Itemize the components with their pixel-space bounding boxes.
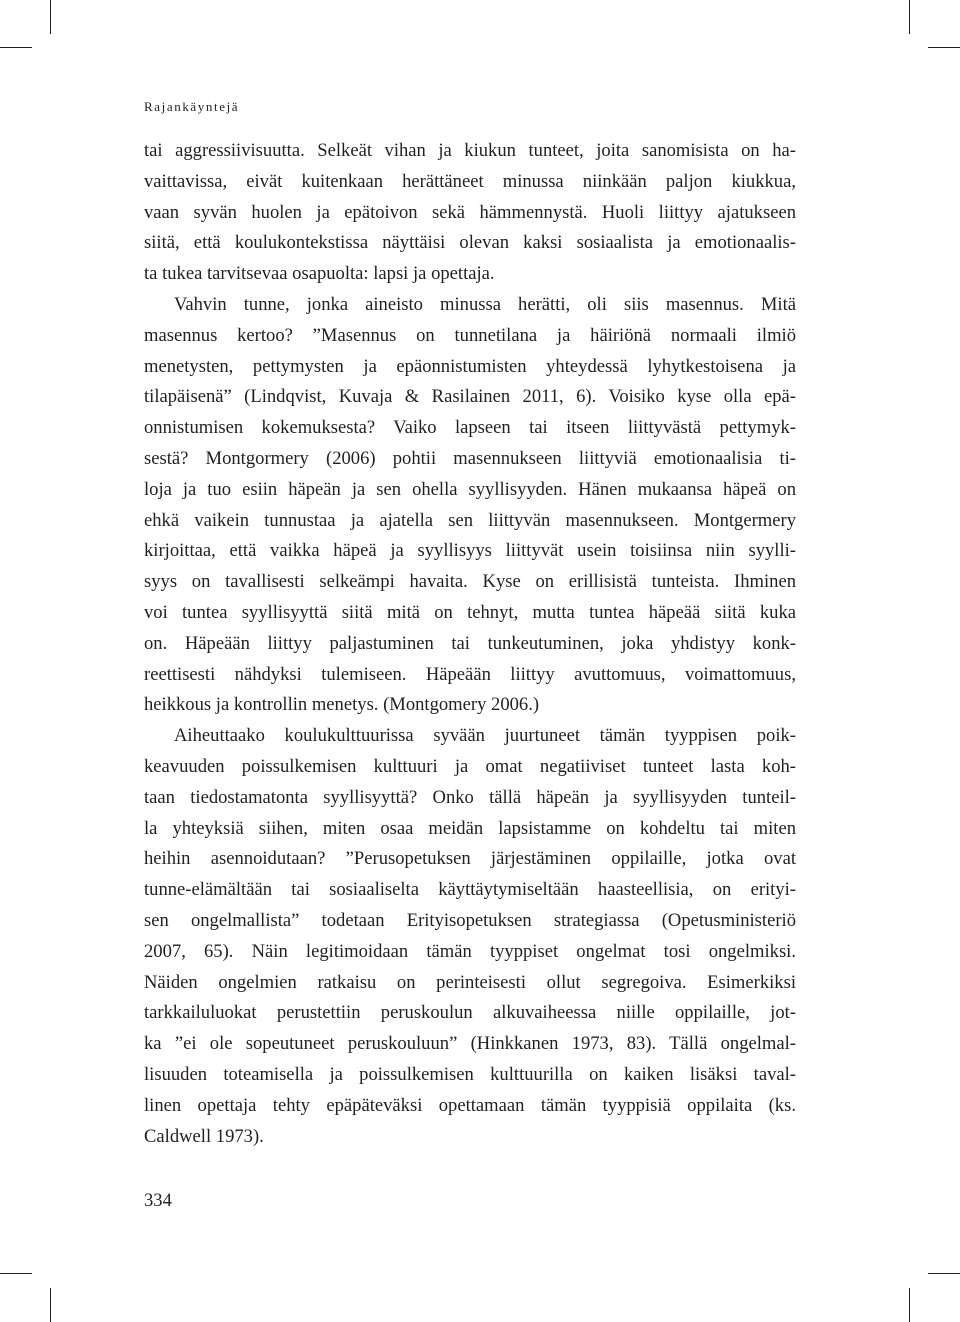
crop-mark-top-right-horizontal	[928, 47, 960, 48]
text-line: 2007, 65). Näin legitimoidaan tämän tyyppiset ongelmat tosi ongelmiksi.	[144, 940, 796, 962]
text-line: onnistumisen kokemuksesta? Vaiko lapseen tai itseen liittyvästä pettymyk-	[144, 417, 796, 439]
text-line: taan tiedostamatonta syyllisyyttä? Onko tällä häpeän ja syyllisyyden tunteil-	[144, 786, 796, 808]
text-line: keavuuden poissulkemisen kulttuuri ja omat negatiiviset tunteet lasta koh-	[144, 755, 796, 777]
text-line: sestä? Montgormery (2006) pohtii masennukseen liittyviä emotionaalisia ti-	[144, 447, 796, 469]
crop-mark-top-left-vertical	[50, 0, 51, 34]
text-line: heihin asennoidutaan? ”Perusopetuksen järjestäminen oppilaille, jotka ovat	[144, 848, 796, 870]
text-line: tai aggressiivisuutta. Selkeät vihan ja kiukun tunteet, joita sanomisista on ha-	[144, 140, 796, 161]
text-line: Näiden ongelmien ratkaisu on perinteisesti ollut segregoiva. Esimerkiksi	[144, 971, 796, 993]
text-line: vaittavissa, eivät kuitenkaan herättäneet minussa niinkään paljon kiukkua,	[144, 170, 796, 192]
text-line: ta tukea tarvitsevaa osapuolta: lapsi ja opettaja.	[144, 263, 495, 285]
text-line: la yhteyksiä siihen, miten osaa meidän lapsistamme on kohdeltu tai miten	[144, 817, 796, 839]
text-line: tunne-elämältään tai sosiaaliselta käyttäytymiseltään haasteellisia, on erityi-	[144, 879, 796, 901]
text-line: lisuuden toteamisella ja poissulkemisen kulttuurilla on kaiken lisäksi taval-	[144, 1063, 796, 1085]
crop-mark-bottom-right-vertical	[909, 1288, 910, 1322]
text-line: voi tuntea syyllisyyttä siitä mitä on tehnyt, mutta tuntea häpeää siitä kuka	[144, 601, 796, 623]
crop-mark-top-right-vertical	[909, 0, 910, 34]
running-header: Rajankäyntejä	[144, 99, 240, 114]
text-line: ehkä vaikein tunnustaa ja ajatella sen liittyvän masennukseen. Montgermery	[144, 509, 796, 531]
text-line: tarkkailuluokat perustettiin peruskoulun alkuvaiheessa niille oppilaille, jot-	[144, 1002, 796, 1024]
text-line: sen ongelmallista” todetaan Erityisopetuksen strategiassa (Opetusministeriö	[144, 909, 796, 931]
text-line: syys on tavallisesti selkeämpi havaita. Kyse on erillisistä tunteista. Ihminen	[144, 571, 796, 593]
text-line: tilapäisenä” (Lindqvist, Kuvaja & Rasilainen 2011, 6). Voisiko kyse olla epä-	[144, 386, 796, 408]
text-line: Aiheuttaako koulukulttuurissa syvään juurtuneet tämän tyyppisen poik-	[174, 725, 796, 747]
text-line: on. Häpeään liittyy paljastuminen tai tunkeutuminen, joka yhdistyy konk-	[144, 632, 796, 654]
text-line: reettisesti nähdyksi tulemiseen. Häpeään liittyy avuttomuus, voimattomuus,	[144, 663, 796, 685]
text-line: linen opettaja tehty epäpäteväksi opettamaan tämän tyyppisiä oppilaita (ks.	[144, 1094, 796, 1116]
text-line: loja ja tuo esiin häpeän ja sen ohella syyllisyyden. Hänen mukaansa häpeä on	[144, 478, 796, 500]
crop-mark-bottom-right-horizontal	[928, 1273, 960, 1274]
text-line: menetysten, pettymysten ja epäonnistumisten yhteydessä lyhytkestoisena ja	[144, 355, 796, 377]
crop-mark-bottom-left-horizontal	[0, 1273, 32, 1274]
page-number: 334	[144, 1190, 172, 1211]
text-line: heikkous ja kontrollin menetys. (Montgomery 2006.)	[144, 694, 540, 716]
text-line: kirjoittaa, että vaikka häpeä ja syyllisyys liittyvät usein toisiinsa niin syylli-	[144, 540, 796, 562]
text-line: Caldwell 1973).	[144, 1125, 264, 1147]
text-line: siitä, että koulukontekstissa näyttäisi olevan kaksi sosiaalista ja emotionaalis-	[144, 232, 796, 254]
crop-mark-bottom-left-vertical	[50, 1288, 51, 1322]
text-line: ka ”ei ole sopeutuneet peruskouluun” (Hinkkanen 1973, 83). Tällä ongelmal-	[144, 1033, 796, 1055]
crop-mark-top-left-horizontal	[0, 47, 32, 48]
body-text	[144, 136, 796, 1152]
text-line: Vahvin tunne, jonka aineisto minussa herätti, oli siis masennus. Mitä	[174, 293, 796, 315]
text-line: masennus kertoo? ”Masennus on tunnetilana ja häiriönä normaali ilmiö	[144, 324, 796, 346]
text-line: vaan syvän huolen ja epätoivon sekä hämmennystä. Huoli liittyy ajatukseen	[144, 201, 796, 223]
